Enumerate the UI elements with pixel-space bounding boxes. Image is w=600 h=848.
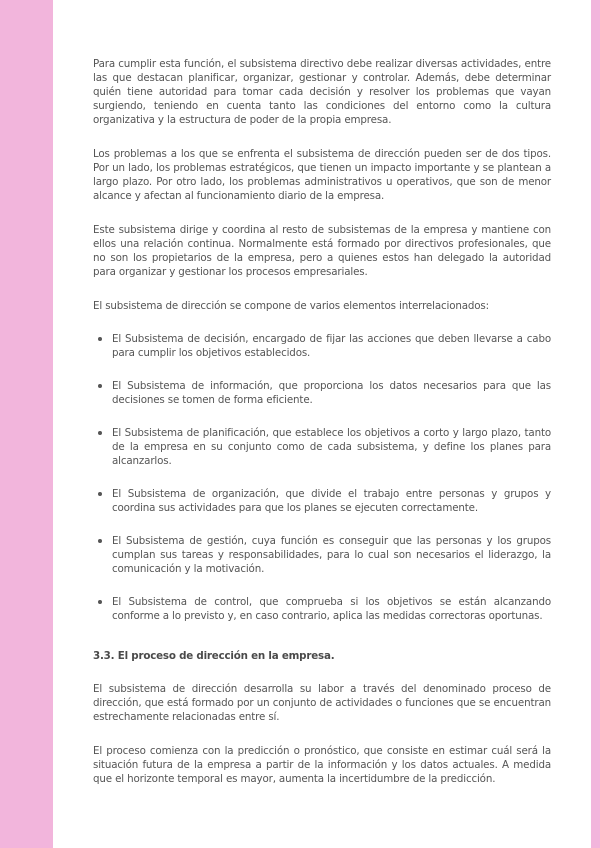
paragraph-functions: Para cumplir esta función, el subsistema directivo debe realizar diversas actividades, entre las que destacan planificar, organizar, gestionar y controlar. Además, debe determinar quién tiene autoridad para tomar cada decisión y resolver los problemas que vayan surgiendo, teniendo en cuenta tanto las condiciones del entorno como la cultura organizativa y la estructura de poder de la propia empresa. [93, 58, 551, 126]
paragraph-coordination: Este subsistema dirige y coordina al resto de subsistemas de la empresa y mantiene con ellos una relación continua. Normalmente está formado por directivos profesionales, que no son los propietarios de la empresa, pero a quienes estos han delegado la autoridad para organizar y gestionar los procesos empresariales. [93, 224, 551, 278]
bullet-icon [98, 337, 102, 341]
bullet-icon [98, 600, 102, 604]
bullet-icon [98, 539, 102, 543]
paragraph-problem-types: Los problemas a los que se enfrenta el subsistema de dirección pueden ser de dos tipos. Por un lado, los problemas estratégicos, que tienen un impacto importante y se plantean a largo plazo. Por otro lado, los problemas administrativos u operativos, que son de menor alcance y afectan al funcionamiento diario de la empresa. [93, 148, 551, 202]
list-item: El Subsistema de gestión, cuya función es conseguir que las personas y los grupos cumplan sus tareas y responsabilidades, para lo cual son necesarios el liderazgo, la comunicación y la motivación. [93, 534, 551, 576]
subsystem-list [93, 332, 551, 623]
list-item: El Subsistema de organización, que divide el trabajo entre personas y grupos y coordina sus actividades para que los planes se ejecuten correctamente. [93, 487, 551, 515]
bullet-icon [98, 492, 102, 496]
bullet-icon [98, 431, 102, 435]
document-page [53, 0, 591, 848]
list-item: El Subsistema de decisión, encargado de fijar las acciones que deben llevarse a cabo para cumplir los objetivos establecidos. [93, 332, 551, 360]
list-item: El Subsistema de información, que proporciona los datos necesarios para que las decisiones se tomen de forma eficiente. [93, 379, 551, 407]
paragraph-process: El subsistema de dirección desarrolla su labor a través del denominado proceso de dirección, que está formado por un conjunto de actividades o funciones que se encuentran estrechamente relacionadas entre sí. [93, 683, 551, 723]
bullet-icon [98, 384, 102, 388]
list-item: El Subsistema de planificación, que establece los objetivos a corto y largo plazo, tanto de la empresa en su conjunto como de cada subsistema, y define los planes para alcanzarlos. [93, 426, 551, 468]
section-heading: 3.3. El proceso de dirección en la empresa. [93, 650, 335, 662]
list-item: El Subsistema de control, que comprueba si los objetivos se están alcanzando conforme a lo previsto y, en caso contrario, aplica las medidas correctoras oportunas. [93, 595, 551, 623]
paragraph-elements-intro: El subsistema de dirección se compone de varios elementos interrelacionados: [93, 300, 489, 312]
paragraph-prediction: El proceso comienza con la predicción o pronóstico, que consiste en estimar cuál será la situación futura de la empresa a partir de la información y los datos actuales. A medida que el horizonte temporal es mayor, aumenta la incertidumbre de la predicción. [93, 745, 551, 785]
document-body [93, 57, 551, 806]
